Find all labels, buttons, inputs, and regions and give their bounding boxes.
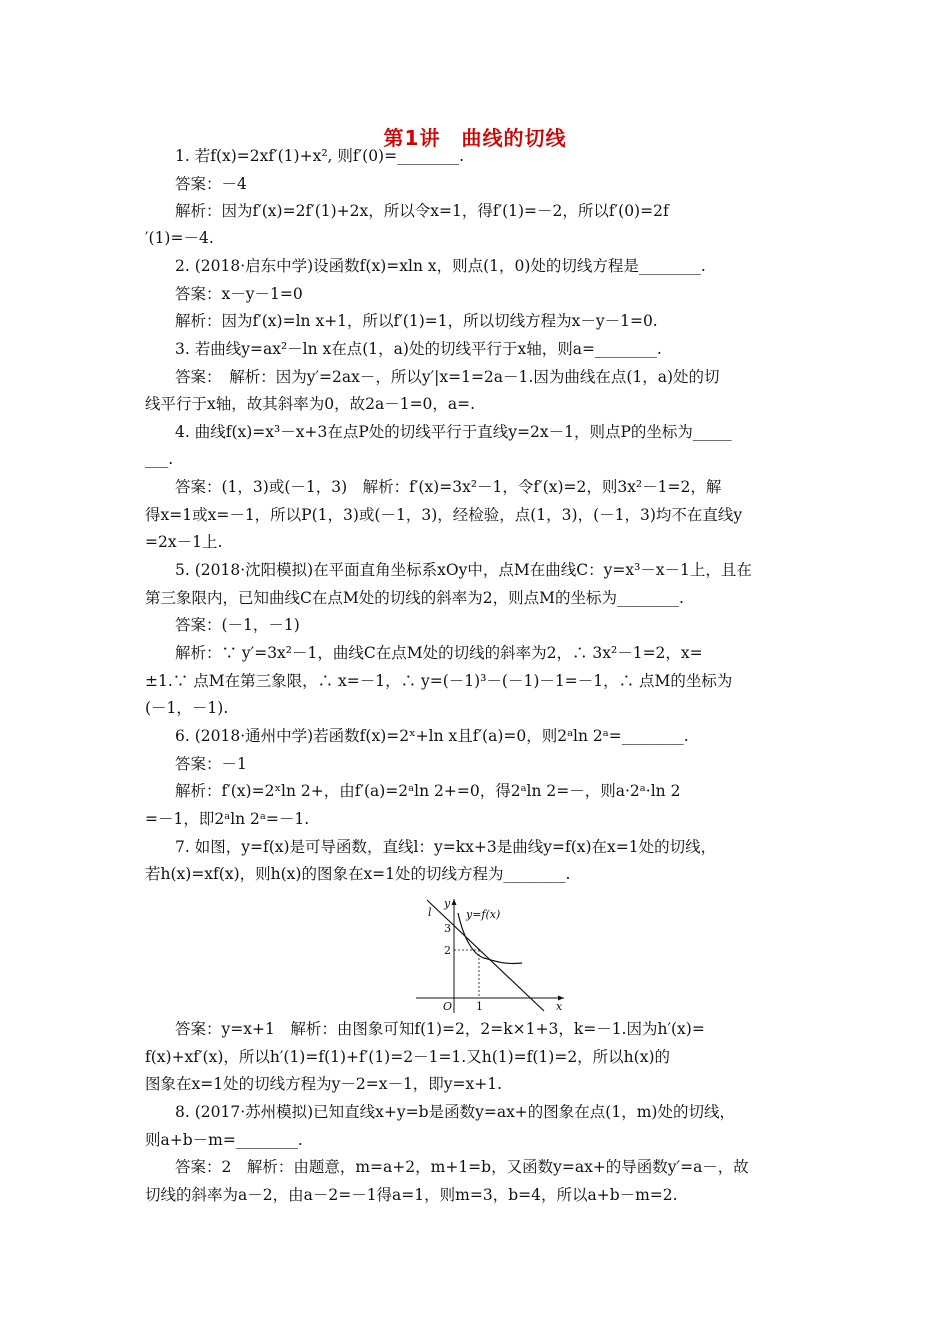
y-axis-label: y [444, 897, 451, 910]
q7-line2: 若h(x)=xf(x)，则h(x)的图象在x=1处的切线方程为________. [145, 865, 571, 883]
q6-answer: 答案：－1 [175, 755, 247, 773]
origin-label: O [443, 1000, 453, 1013]
q4-line2: ___. [145, 450, 174, 468]
q6-line: 6. (2018·通州中学)若函数f(x)=2ˣ+ln x且f′(a)=0，则2ᵃln 2ᵃ=________. [175, 727, 689, 745]
q1-line: 1. 若f(x)=2xf′(1)+x², 则f′(0)=________. [175, 147, 465, 165]
curve-label: y=f(x) [466, 908, 501, 921]
q1-analysis-line2: ′(1)=－4. [145, 229, 214, 247]
tick-label-1: 1 [476, 1000, 483, 1013]
q2-answer: 答案：x－y－1=0 [175, 285, 303, 303]
q4-line1: 4. 曲线f(x)=x³－x+3在点P处的切线平行于直线y=2x－1，则点P的坐标为_____ [175, 423, 732, 441]
q8-line1: 8. (2017·苏州模拟)已知直线x+y=b是函数y=ax+的图象在点(1，m)处的切线， [175, 1103, 735, 1121]
q8-answer-line1: 答案：2 解析：由题意，m=a+2，m+1=b，又函数y=ax+的导函数y′=a－，故 [175, 1158, 749, 1176]
q7-answer-line2: f(x)+xf′(x)，所以h′(1)=f(1)+f′(1)=2－1=1.又h(1)=f(1)=2，所以h(x)的 [145, 1048, 671, 1066]
q5-line2: 第三象限内，已知曲线C在点M处的切线的斜率为2，则点M的坐标为________. [145, 589, 684, 607]
q5-answer: 答案：(－1，－1) [175, 616, 300, 634]
x-axis-label: x [556, 1000, 563, 1013]
q7-answer-line3: 图象在x=1处的切线方程为y－2=x－1，即y=x+1. [145, 1075, 503, 1093]
q2-analysis: 解析：因为f′(x)=ln x+1，所以f′(1)=1，所以切线方程为x－y－1=0. [175, 312, 658, 330]
q2-line: 2. (2018·启东中学)设函数f(x)=xln x，则点(1，0)处的切线方程是________. [175, 257, 706, 275]
q7-answer-line1: 答案：y=x+1 解析：由图象可知f(1)=2，2=k×1+3，k=－1.因为h′(x)= [175, 1020, 705, 1038]
q4-answer-line3: =2x－1上. [145, 533, 223, 551]
q3-answer-line2: 线平行于x轴，故其斜率为0，故2a－1=0，a=. [145, 395, 476, 413]
tick-label-2: 2 [444, 944, 451, 957]
q5-analysis-line3: (－1，－1). [145, 699, 229, 717]
q4-answer-line1: 答案：(1，3)或(－1，3) 解析：f′(x)=3x²－1，令f′(x)=2，则3x²－1=2，解 [175, 478, 722, 496]
q4-answer-line2: 得x=1或x=－1，所以P(1，3)或(－1，3)，经检验，点(1，3)，(－1，3)均不在直线y [145, 506, 743, 524]
q7-graph-figure [414, 895, 564, 1013]
q7-line1: 7. 如图，y=f(x)是可导函数，直线l：y=kx+3是曲线y=f(x)在x=1处的切线， [175, 838, 717, 856]
q1-analysis-line1: 解析：因为f′(x)=2f′(1)+2x，所以令x=1，得f′(1)=－2，所以f′(0)=2f [175, 202, 669, 220]
line-label-l: l [428, 906, 432, 919]
page-title: 第1讲 曲线的切线 [383, 126, 567, 150]
q8-answer-line2: 切线的斜率为a－2，由a－2=－1得a=1，则m=3，b=4，所以a+b－m=2. [145, 1186, 678, 1204]
q3-line: 3. 若曲线y=ax²－ln x在点(1，a)处的切线平行于x轴，则a=________. [175, 340, 662, 358]
q3-answer-line1: 答案： 解析：因为y′=2ax－，所以y′|x=1=2a－1.因为曲线在点(1，a)处的切 [175, 368, 720, 386]
q6-analysis-line2: =－1，即2ᵃln 2ᵃ=－1. [145, 810, 310, 828]
q5-analysis-line1: 解析：∵ y′=3x²－1，曲线C在点M处的切线的斜率为2，∴ 3x²－1=2，x= [175, 644, 703, 662]
q5-analysis-line2: ±1.∵ 点M在第三象限，∴ x=－1，∴ y=(－1)³－(－1)－1=－1，∴ 点M的坐标为 [145, 672, 733, 690]
y-axis-arrow [452, 899, 457, 905]
q6-analysis-line1: 解析：f′(x)=2ˣln 2+，由f′(a)=2ᵃln 2+=0，得2ᵃln 2=－，则a·2ᵃ·ln 2 [175, 782, 681, 800]
tick-label-3: 3 [444, 922, 451, 935]
q8-line2: 则a+b－m=________. [145, 1131, 303, 1149]
q1-answer: 答案：－4 [175, 175, 247, 193]
q5-line1: 5. (2018·沈阳模拟)在平面直角坐标系xOy中，点M在曲线C：y=x³－x－1上，且在 [175, 561, 752, 579]
